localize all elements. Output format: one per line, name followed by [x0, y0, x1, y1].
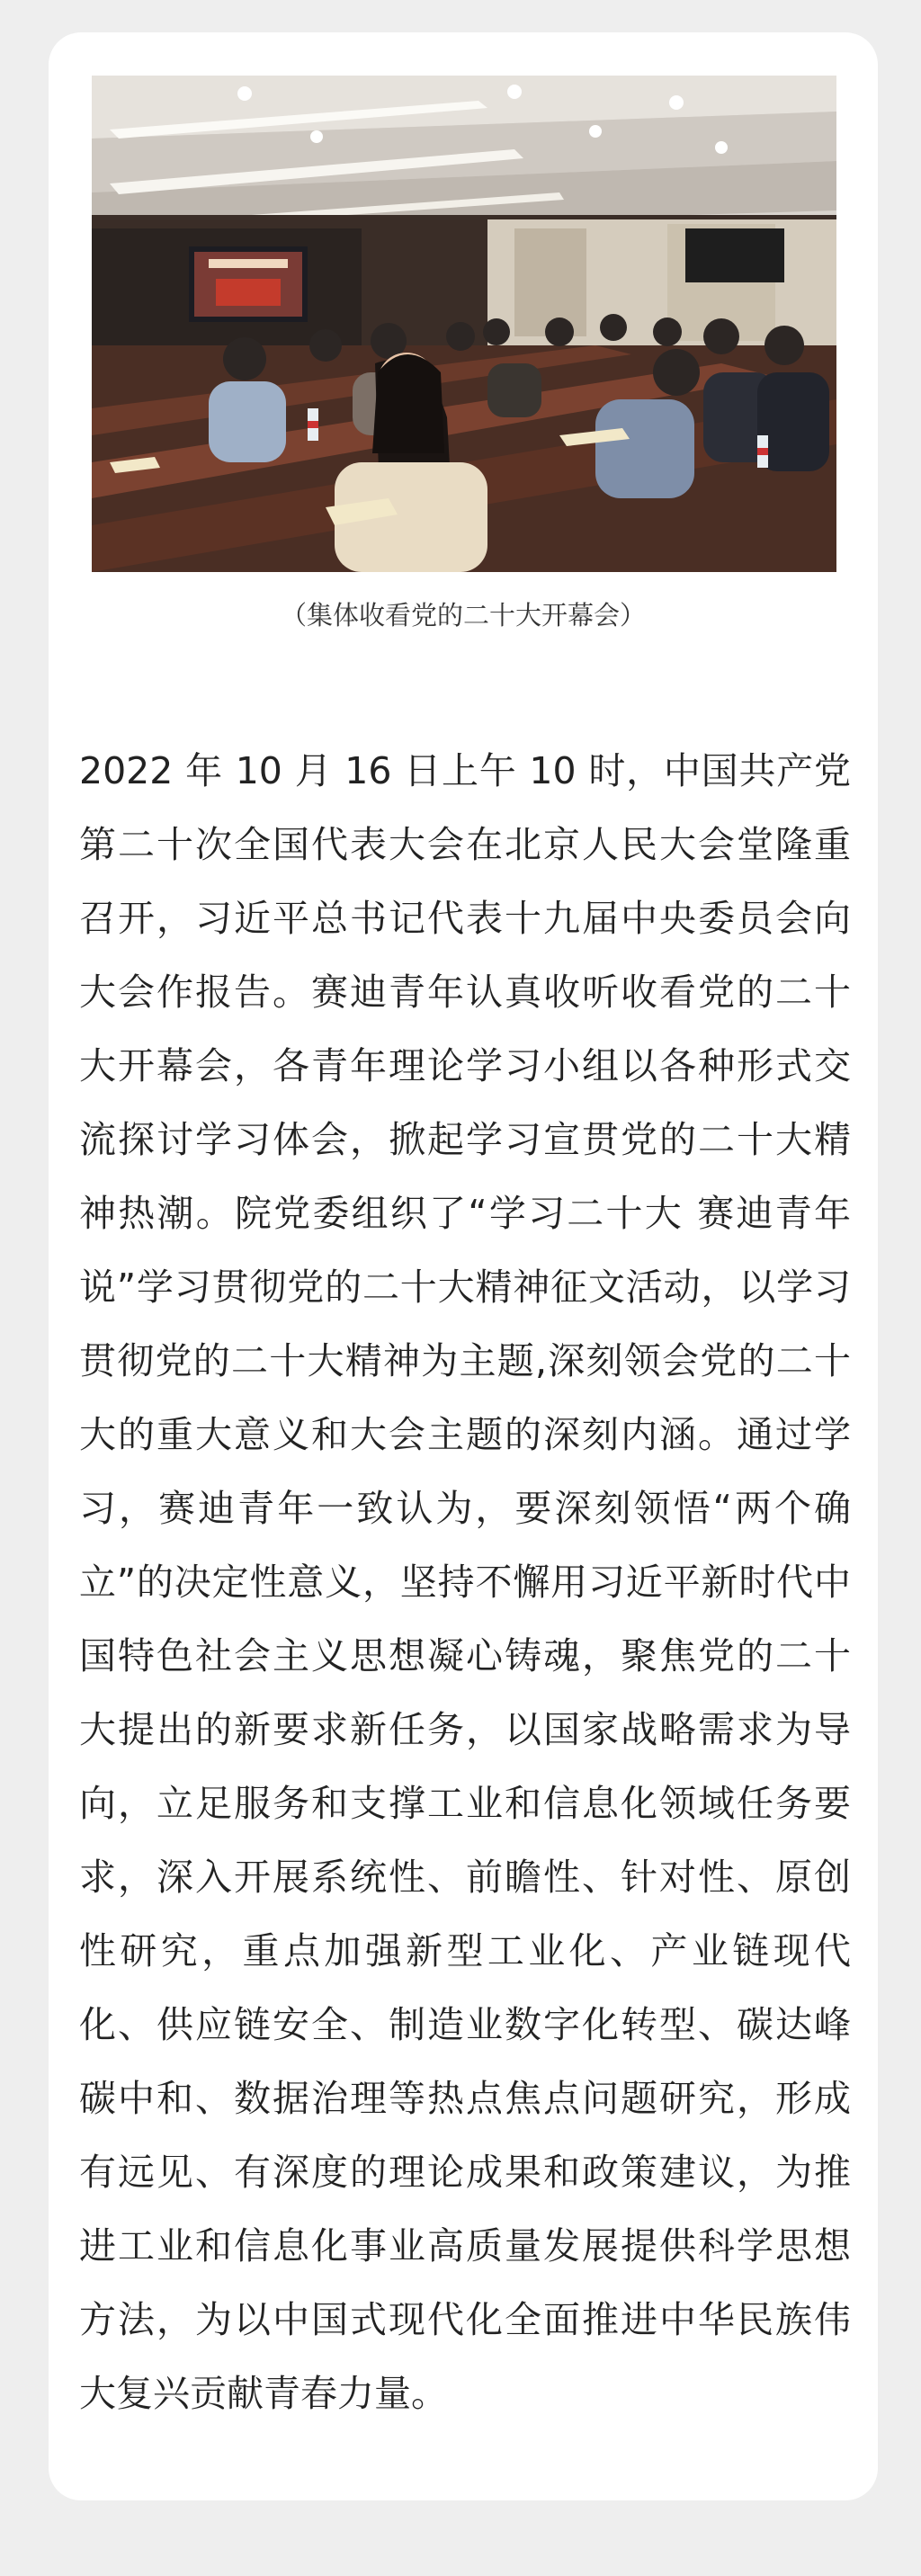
photo-caption: （集体收看党的二十大开幕会） [280, 600, 646, 631]
event-photo [92, 76, 836, 572]
article-body: 2022 年 10 月 16 日上午 10 时，中国共产党第二十次全国代表大会在北京人民大会堂隆重召开，习近平总书记代表十九届中央委员会向大会作报告。赛迪青年认真收听收看党的二十大开幕会，各青年理论学习小组以各种形式交流探讨学习体会，掀起学习宣贯党的二十大精神热潮。院党委组织了“学习二十大 赛迪青年说”学习贯彻党的二十大精神征文活动，以学习贯彻党的二十大精神为主题,深刻领会党的二十大的重大意义和大会主题的深刻内涵。通过学习，赛迪青年一致认为，要深刻领悟“两个确立”的决定性意义，坚持不懈用习近平新时代中国特色社会主义思想凝心铸魂，聚焦党的二十大提出的新要求新任务，以国家战略需求为导向，立足服务和支撑工业和信息化领域任务要求，深入开展系统性、前瞻性、针对性、原创性研究，重点加强新型工业化、产业链现代化、供应链安全、制造业数字化转型、碳达峰碳中和、数据治理等热点焦点问题研究，形成有远见、有深度的理论成果和政策建议，为推进工业和信息化事业高质量发展提供科学思想方法，为以中国式现代化全面推进中华民族伟大复兴贡献青春力量。 [79, 749, 851, 2415]
article-card [49, 32, 878, 2500]
